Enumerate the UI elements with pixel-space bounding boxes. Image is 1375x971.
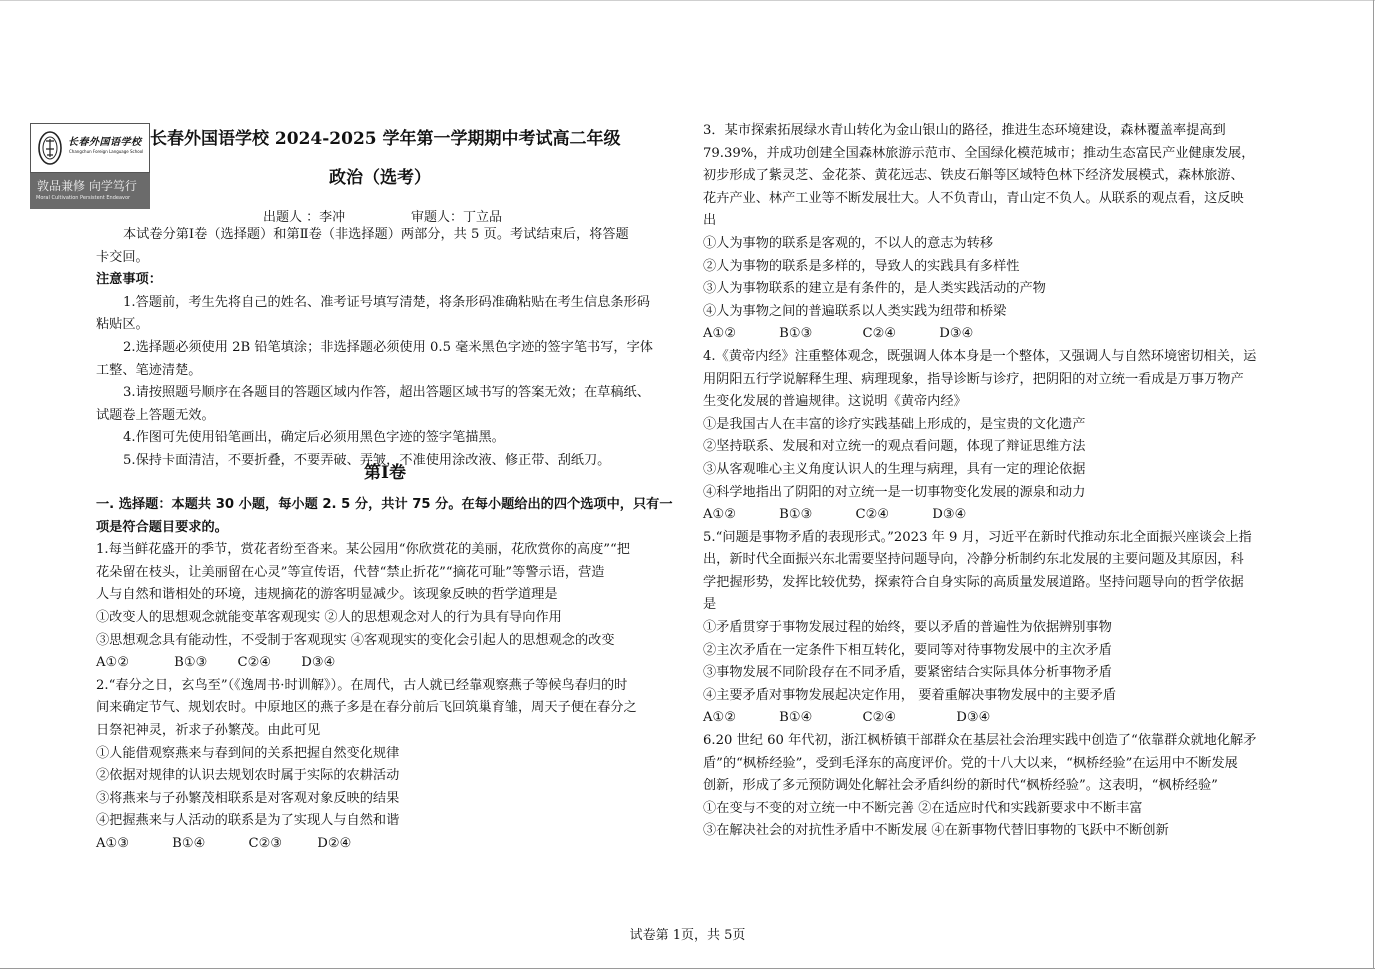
- note-item: 工整、笔迹清楚。: [96, 362, 202, 378]
- question-2-option: ②依据对规律的认识去规划农时属于实际的农耕活动: [96, 768, 400, 784]
- question-5-option: ①矛盾贯穿于事物发展过程的始终，要以矛盾的普遍性为依据辨别事物: [703, 620, 1112, 636]
- page-right-border: [1373, 0, 1374, 969]
- choice-c: C②③: [248, 835, 283, 851]
- instructions-block: [96, 224, 686, 473]
- question-1-stem: 1.每当鲜花盛开的季节，赏花者纷至沓来。某公园用“你欣赏花的美丽，花欣赏你的高度”“把: [96, 542, 630, 558]
- note-item: 粘贴区。: [96, 317, 149, 333]
- question-5-stem: 是: [703, 597, 717, 613]
- choice-b: B①③: [779, 507, 813, 523]
- question-2-option: ①人能借观察燕来与春到间的关系把握自然变化规律: [96, 745, 400, 761]
- question-3-stem: 79.39%，并成功创建全国森林旅游示范市、全国绿化模范城市；推动生态富民产业健康发展，: [703, 145, 1255, 161]
- question-5-choices: [703, 707, 1293, 730]
- choice-a: A①③: [96, 835, 130, 851]
- question-2-stem: 日祭祀神灵，祈求子孙繁茂。由此可见: [96, 722, 321, 738]
- logo-school-name-en: Changchun Foreign Language School: [69, 149, 144, 154]
- choice-d: D③④: [956, 710, 991, 726]
- section-instruction: 项是符合题目要求的。: [96, 519, 228, 535]
- question-4-choices: [703, 504, 1293, 527]
- question-5-stem: 学把握形势，发挥比较优势，探索符合自身实际的高质量发展道路。坚持问题导向的哲学依据: [703, 574, 1244, 590]
- note-item: 3.请按照题号顺序在各题目的答题区域内作答，超出答题区域书写的答案无效；在草稿纸、: [123, 385, 650, 401]
- question-3-option: ④人为事物之间的普遍联系以人类实践为纽带和桥梁: [703, 303, 1007, 319]
- choice-d: D③④: [301, 655, 336, 671]
- intro-line: 本试卷分第Ⅰ卷（选择题）和第Ⅱ卷（非选择题）两部分，共 5 页。考试结束后，将答题: [123, 227, 629, 242]
- question-2-choices: [96, 833, 686, 856]
- question-3-stem: 3．某市探索拓展绿水青山转化为金山银山的路径，推进生态环境建设，森林覆盖率提高到: [703, 123, 1226, 138]
- question-1-stem: 花朵留在枝头，让美丽留在心灵”等宣传语，代替“禁止折花”“摘花可耻”等警示语，营造: [96, 564, 605, 580]
- exam-title: 长春外国语学校 2024-2025 学年第一学期期中考试高二年级: [150, 129, 621, 149]
- question-2-stem: 间来确定节气、规划农时。中原地区的燕子多是在春分前后飞回筑巢育雏，周天子便在春分之: [96, 700, 637, 716]
- left-column-questions: [96, 494, 686, 856]
- choice-b: B①③: [779, 326, 813, 342]
- question-4-option: ④科学地指出了阴阳的对立统一是一切事物变化发展的源泉和动力: [703, 484, 1086, 500]
- question-3-option: ③人为事物联系的建立是有条件的，是人类实践活动的产物: [703, 281, 1046, 297]
- note-item: 2.选择题必须使用 2B 铅笔填涂；非选择题必须使用 0.5 毫米黑色字迹的签字笔书写，字体: [123, 339, 653, 355]
- question-5-stem: 5.“问题是事物矛盾的表现形式。”2023 年 9 月，习近平在新时代推动东北全面振兴座谈会上指: [703, 529, 1252, 545]
- question-1-stem: 人与自然和谐相处的环境，违规摘花的游客明显减少。该现象反映的哲学道理是: [96, 587, 558, 603]
- question-5-option: ②主次矛盾在一定条件下相互转化，要同等对待事物发展中的主次矛盾: [703, 642, 1112, 658]
- question-3-choices: [703, 323, 1293, 346]
- page-bottom-border: [0, 968, 1375, 969]
- question-3-stem: 出: [703, 213, 717, 229]
- choice-c: C②④: [862, 326, 897, 342]
- question-1-choices: [96, 652, 686, 675]
- question-4-option: ②坚持联系、发展和对立统一的观点看问题，体现了辩证思维方法: [703, 439, 1086, 455]
- choice-a: A①②: [96, 655, 130, 671]
- page-top-border: [0, 0, 1375, 1]
- choice-b: B①④: [779, 710, 813, 726]
- note-item: 4.作图可先使用铅笔画出，确定后必须用黑色字迹的签字笔描黑。: [123, 430, 505, 446]
- choice-d: D③④: [939, 326, 974, 342]
- notes-title: 注意事项：: [96, 272, 162, 288]
- question-3-stem: 花卉产业、林产工业等不断发展壮大。人不负青山，青山定不负人。从联系的观点看，这反映: [703, 190, 1244, 206]
- question-1-option: ③思想观念具有能动性，不受制于客观现实 ④客观现实的变化会引起人的思想观念的改变: [96, 632, 615, 648]
- question-6-stem: 6.20 世纪 60 年代初，浙江枫桥镇干部群众在基层社会治理实践中创造了“依靠群众就地化解矛: [703, 733, 1257, 749]
- question-4-option: ③从客观唯心主义角度认识人的生理与病理，具有一定的理论依据: [703, 461, 1086, 477]
- note-item: 5.保持卡面清洁，不要折叠，不要弄破、弄皱，不准使用涂改液、修正带、刮纸刀。: [123, 452, 611, 468]
- logo-motto: 敦品兼修 向学笃行: [37, 179, 137, 193]
- logo-school-name: 长春外国语学校: [68, 137, 142, 148]
- logo-motto-en: Moral Cultivation Persistent Endeavor: [36, 195, 131, 201]
- question-setter: 出题人 ：李冲: [263, 210, 346, 225]
- choice-a: A①②: [703, 507, 737, 523]
- choice-c: C②④: [862, 710, 897, 726]
- choice-c: C②④: [855, 507, 890, 523]
- choice-d: D③④: [932, 507, 967, 523]
- choice-d: D②④: [317, 835, 352, 851]
- right-column-questions: [703, 120, 1293, 843]
- choice-b: B①④: [172, 835, 206, 851]
- section-title: 第Ⅰ卷: [364, 463, 406, 483]
- question-6-stem: 盾”的“枫桥经验”，受到毛泽东的高度评价。党的十八大以来，“枫桥经验”在运用中不断发展: [703, 755, 1238, 771]
- question-2-option: ③将燕来与子孙繁茂相联系是对客观对象反映的结果: [96, 790, 400, 806]
- question-5-stem: 出，新时代全面振兴东北需要坚持问题导向，冷静分析制约东北发展的主要问题及其原因，科: [703, 552, 1244, 568]
- question-4-stem: 生变化发展的普遍规律。这说明《黄帝内经》: [703, 394, 967, 410]
- exam-subject: 政治（选考）: [329, 168, 431, 188]
- question-5-option: ③事物发展不同阶段存在不同矛盾，要紧密结合实际具体分析事物矛盾: [703, 665, 1112, 681]
- question-6-stem: 创新，形成了多元预防调处化解社会矛盾纠纷的新时代“枫桥经验”。这表明，“枫桥经验”: [703, 778, 1218, 794]
- question-4-stem: 4.《黄帝内经》注重整体观念，既强调人体本身是一个整体，又强调人与自然环境密切相关，运: [703, 348, 1257, 364]
- question-4-option: ①是我国古人在丰富的诊疗实践基础上形成的，是宝贵的文化遗产: [703, 416, 1086, 432]
- choice-b: B①③: [174, 655, 208, 671]
- question-6-option: ③在解决社会的对抗性矛盾中不断发展 ④在新事物代替旧事物的飞跃中不断创新: [703, 823, 1169, 839]
- question-5-option: ④主要矛盾对事物发展起决定作用， 要着重解决事物发展中的主要矛盾: [703, 687, 1117, 703]
- question-2-option: ④把握燕来与人活动的联系是为了实现人与自然和谐: [96, 813, 400, 829]
- section-instruction: 一. 选择题：本题共 30 小题，每小题 2. 5 分，共计 75 分。在每小题给出的四个选项中，只有一: [96, 497, 673, 512]
- question-2-stem: 2.“春分之日，玄鸟至”（《逸周书·时训解》）。在周代，古人就已经靠观察燕子等候鸟春归的时: [96, 677, 628, 693]
- question-reviewer: 审题人：丁立品: [411, 210, 503, 225]
- school-emblem-icon: [37, 129, 63, 167]
- intro-line: 卡交回。: [96, 249, 149, 265]
- note-item: 1.答题前，考生先将自己的姓名、准考证号填写清楚，将条形码准确粘贴在考生信息条形码: [123, 294, 650, 310]
- question-3-stem: 初步形成了紫灵芝、金花茶、黄花远志、铁皮石斛等区域特色林下经济发展模式，森林旅游、: [703, 168, 1244, 184]
- choice-a: A①②: [703, 710, 737, 726]
- question-1-option: ①改变人的思想观念就能变革客观现实 ②人的思想观念对人的行为具有导向作用: [96, 609, 562, 625]
- question-3-option: ②人为事物的联系是多样的，导致人的实践具有多样性: [703, 258, 1020, 274]
- question-3-option: ①人为事物的联系是客观的，不以人的意志为转移: [703, 235, 994, 251]
- question-6-option: ①在变与不变的对立统一中不断完善 ②在适应时代和实践新要求中不断丰富: [703, 800, 1143, 816]
- question-4-stem: 用阴阳五行学说解释生理、病理现象，指导诊断与诊疗，把阴阳的对立统一看成是万事万物产: [703, 371, 1244, 387]
- note-item: 试题卷上答题无效。: [96, 407, 215, 423]
- page-footer: 试卷第 1页，共 5页: [629, 928, 746, 943]
- choice-c: C②④: [237, 655, 272, 671]
- choice-a: A①②: [703, 326, 737, 342]
